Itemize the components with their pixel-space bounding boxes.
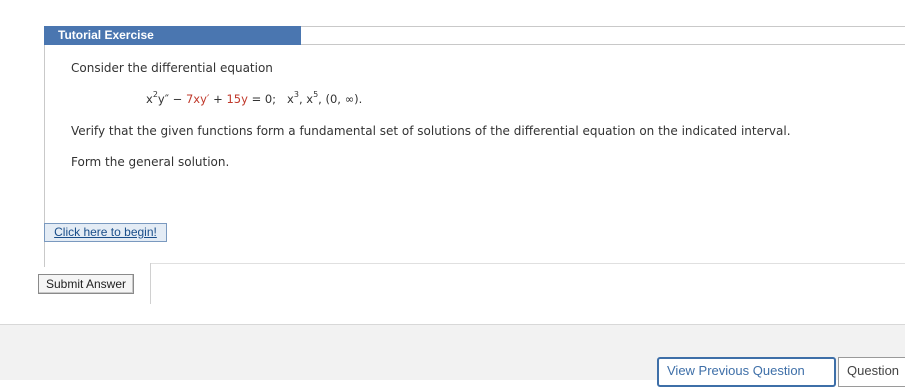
view-previous-question-button[interactable]: View Previous Question bbox=[657, 357, 836, 387]
eq-plus: + bbox=[209, 92, 227, 106]
interval: , (0, ∞). bbox=[318, 92, 363, 106]
panel-top-divider bbox=[301, 44, 905, 45]
submit-area-divider bbox=[150, 263, 905, 264]
function-2-base: x bbox=[306, 92, 314, 106]
problem-intro: Consider the differential equation bbox=[71, 61, 273, 75]
function-1-exponent: 3 bbox=[293, 90, 299, 99]
tutorial-exercise-header: Tutorial Exercise bbox=[44, 26, 301, 45]
eq-x-exponent: 2 bbox=[152, 90, 158, 99]
eq-term-15y: 15y bbox=[226, 92, 248, 106]
form-instruction: Form the general solution. bbox=[71, 155, 230, 169]
eq-y-double-prime: y″ bbox=[157, 92, 170, 106]
eq-minus: − bbox=[169, 92, 186, 106]
question-nav-button[interactable]: Question bbox=[838, 357, 905, 387]
function-2-exponent: 5 bbox=[313, 90, 319, 99]
eq-x: x bbox=[146, 92, 153, 106]
eq-equals-zero: = 0; bbox=[247, 92, 277, 106]
eq-term-7xy: 7xy′ bbox=[185, 92, 210, 106]
function-separator: , bbox=[298, 92, 307, 106]
function-1-base: x bbox=[287, 92, 294, 106]
click-to-begin-button[interactable]: Click here to begin! bbox=[44, 223, 167, 242]
differential-equation bbox=[146, 92, 362, 106]
verify-instruction: Verify that the given functions form a fundamental set of solutions of the differential equation on the indicated interval. bbox=[71, 124, 791, 138]
submit-area-vertical-divider bbox=[150, 263, 151, 304]
submit-answer-button[interactable]: Submit Answer bbox=[38, 274, 134, 294]
